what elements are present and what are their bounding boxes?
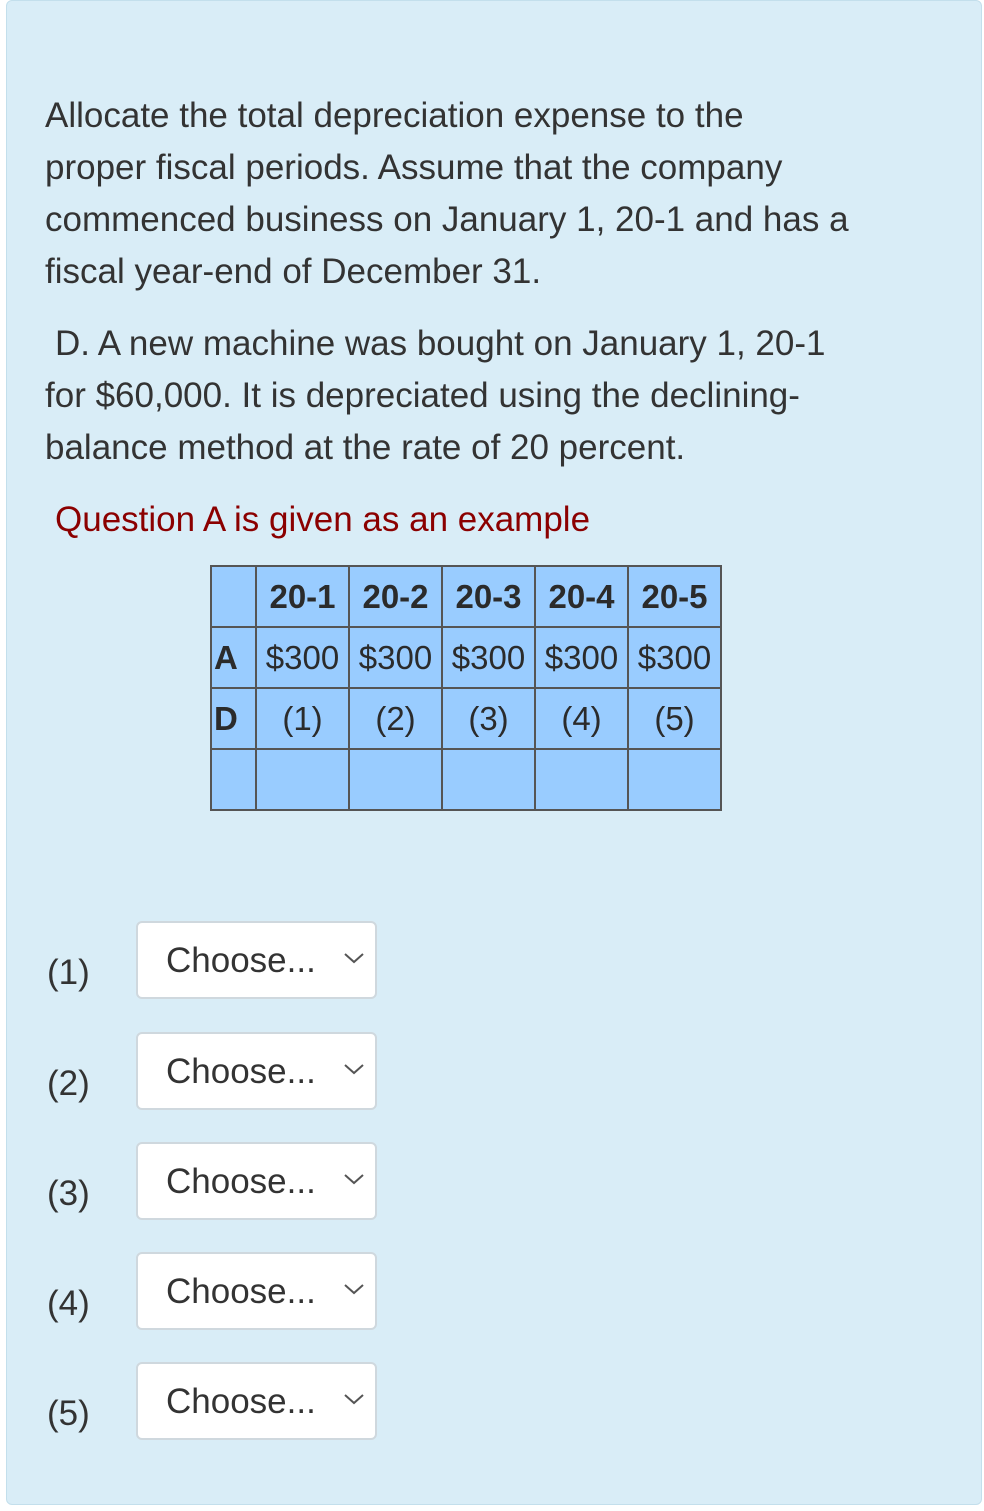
intro-line: commenced business on January 1, 20-1 and has a bbox=[45, 200, 849, 239]
answer-row-2 bbox=[0, 1032, 984, 1112]
answer-select-5[interactable] bbox=[136, 1362, 377, 1440]
chevron-down-icon bbox=[343, 1171, 365, 1187]
table-cell: A bbox=[211, 627, 256, 688]
table-cell: $300 bbox=[349, 627, 442, 688]
select-value: Choose... bbox=[166, 941, 316, 980]
select-value: Choose... bbox=[166, 1382, 316, 1421]
table-header-cell bbox=[211, 566, 256, 627]
chevron-down-icon bbox=[343, 1281, 365, 1297]
chevron-down-icon bbox=[343, 1061, 365, 1077]
table-header-cell: 20-5 bbox=[628, 566, 721, 627]
table-cell: $300 bbox=[256, 627, 349, 688]
table-cell bbox=[535, 749, 628, 810]
table-cell bbox=[628, 749, 721, 810]
table-row bbox=[211, 627, 721, 688]
answer-label: (4) bbox=[47, 1284, 90, 1323]
table-row bbox=[211, 688, 721, 749]
example-note: Question A is given as an example bbox=[55, 500, 591, 539]
select-value: Choose... bbox=[166, 1272, 316, 1311]
table-cell: $300 bbox=[535, 627, 628, 688]
answer-select-4[interactable] bbox=[136, 1252, 377, 1330]
table-cell: (2) bbox=[349, 688, 442, 749]
answer-label: (3) bbox=[47, 1174, 90, 1213]
answer-row-3 bbox=[0, 1142, 984, 1222]
table-cell: (5) bbox=[628, 688, 721, 749]
table-cell: $300 bbox=[442, 627, 535, 688]
intro-line: fiscal year-end of December 31. bbox=[45, 252, 542, 291]
table-cell: (4) bbox=[535, 688, 628, 749]
part-d-line: balance method at the rate of 20 percent. bbox=[45, 428, 686, 467]
answer-select-2[interactable] bbox=[136, 1032, 377, 1110]
answer-row-4 bbox=[0, 1252, 984, 1332]
part-d-line: D. A new machine was bought on January 1, 20-1 bbox=[55, 324, 826, 363]
table-header-cell: 20-2 bbox=[349, 566, 442, 627]
table-cell bbox=[211, 749, 256, 810]
question-intro bbox=[45, 90, 925, 298]
table-cell: $300 bbox=[628, 627, 721, 688]
answer-label: (1) bbox=[47, 953, 90, 992]
table-cell bbox=[256, 749, 349, 810]
intro-line: proper fiscal periods. Assume that the company bbox=[45, 148, 783, 187]
select-value: Choose... bbox=[166, 1052, 316, 1091]
table-cell bbox=[349, 749, 442, 810]
answer-select-1[interactable] bbox=[136, 921, 377, 999]
table-header-cell: 20-1 bbox=[256, 566, 349, 627]
table-cell bbox=[442, 749, 535, 810]
table-cell: (1) bbox=[256, 688, 349, 749]
table-header-cell: 20-4 bbox=[535, 566, 628, 627]
table-header-cell: 20-3 bbox=[442, 566, 535, 627]
part-d-line: for $60,000. It is depreciated using the declining- bbox=[45, 376, 800, 415]
intro-line: Allocate the total depreciation expense to the bbox=[45, 96, 744, 135]
chevron-down-icon bbox=[343, 1391, 365, 1407]
answer-row-5 bbox=[0, 1362, 984, 1442]
answer-label: (5) bbox=[47, 1394, 90, 1433]
table-row bbox=[211, 749, 721, 810]
answer-select-3[interactable] bbox=[136, 1142, 377, 1220]
depreciation-table bbox=[210, 565, 722, 811]
select-value: Choose... bbox=[166, 1162, 316, 1201]
chevron-down-icon bbox=[343, 950, 365, 966]
table-header-row bbox=[211, 566, 721, 627]
answer-label: (2) bbox=[47, 1064, 90, 1103]
answer-row-1 bbox=[0, 921, 984, 1001]
table-cell: (3) bbox=[442, 688, 535, 749]
question-part-d bbox=[45, 318, 925, 474]
table-cell: D bbox=[211, 688, 256, 749]
